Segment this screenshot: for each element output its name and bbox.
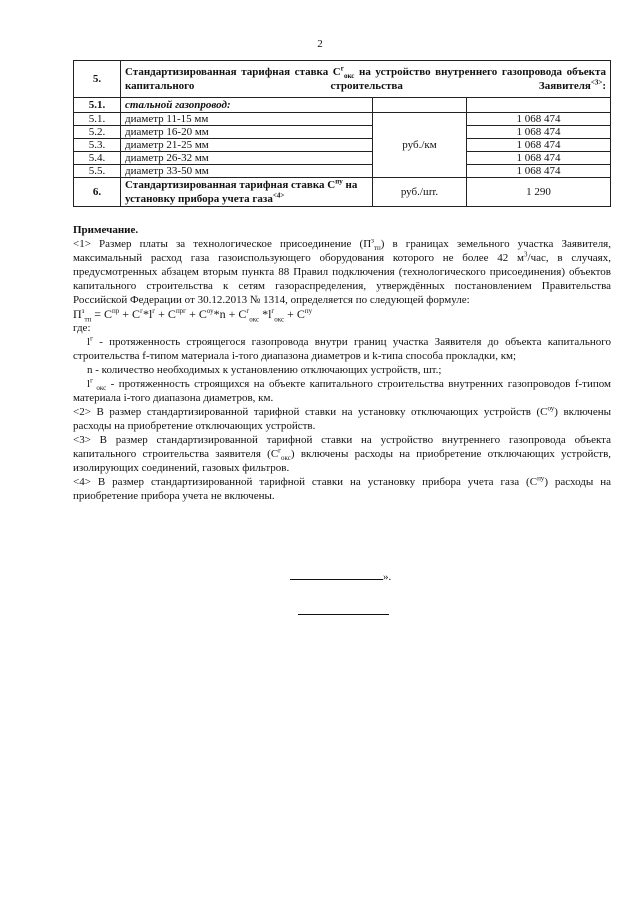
row-label: диаметр 16-20 мм <box>121 126 373 139</box>
table-row <box>74 152 611 165</box>
where-label: где: <box>73 322 91 334</box>
table-row <box>74 126 611 139</box>
row-number: 5.1. <box>74 98 121 113</box>
row-title: Стандартизированная тарифная ставка $С^г_{окс}$ на устройство внутреннего газопровода объекта капитального строительства Заявителя$^{<3>}$: <box>121 61 611 98</box>
unit-cell: руб./шт. <box>373 178 467 207</box>
notes-section <box>73 223 611 503</box>
page-number: 2 <box>317 38 323 50</box>
table-row <box>74 113 611 126</box>
table-row-5 <box>74 61 611 98</box>
note-3: <3> В размер стандартизированной тарифной ставки на устройство внутреннего газопровода объекта капитального строительства заявителя $(С^г_{окс})$ включены расходы на приобретение отключающих устройств, изолирующих соединений, газовых фильтров. <box>73 434 612 474</box>
value-cell: 1 068 474 <box>467 139 611 152</box>
definition-n: n - количество необходимых к установлению отключающих устройств, шт.; <box>87 364 442 376</box>
signature-line <box>290 570 383 580</box>
tariff-table <box>73 60 611 207</box>
value-cell: 1 290 <box>467 178 611 207</box>
table-row-6 <box>74 178 611 207</box>
closing-quote: ». <box>383 571 392 583</box>
value-cell: 1 068 474 <box>467 126 611 139</box>
note-2: <2> В размер стандартизированной тарифной ставки на установку отключающих устройств $(С^{оу})$ включены расходы на приобретение отключающих устройств. <box>73 404 612 432</box>
table-row-5-1-header <box>74 98 611 113</box>
row-number: 5.5. <box>74 165 121 178</box>
table-row <box>74 139 611 152</box>
value-cell: 1 068 474 <box>467 165 611 178</box>
row-label: диаметр 26-32 мм <box>121 152 373 165</box>
notes-heading: Примечание. <box>73 224 139 236</box>
row-label: диаметр 21-25 мм <box>121 139 373 152</box>
note-4: <4> В размер стандартизированной тарифной ставки на установку прибора учета газа $(С^{пу})$ расходы на приобретение прибора учета не включены. <box>73 474 611 502</box>
row-label: стальной газопровод: <box>121 98 373 113</box>
row-number: 5.4. <box>74 152 121 165</box>
row-number: 6. <box>74 178 121 207</box>
row-number: 5.3. <box>74 139 121 152</box>
end-divider <box>298 614 389 615</box>
row-number: 5. <box>74 61 121 98</box>
definition-lg-oks: $l^г$ $_{окс}$ - протяженность строящихся на объекте капитального строительства внутренних газопроводов f-типом материала i-того диапазона диаметров, км. <box>73 376 611 404</box>
value-cell: 1 068 474 <box>467 113 611 126</box>
value-cell: 1 068 474 <box>467 152 611 165</box>
note-1: <1> Размер платы за технологическое присоединение $(П^з_{тп})$ в границах земельного участка Заявителя, максимальный расход газа газоиспользующего оборудования которого не более 42 $м^3$/час, в случаях, предусмотренных абзацем вторым пункта 88 Правил подключения (технологического присоединения) объектов капитального строительства к сетям газораспределения, утверждённых постановлением Правительства Российской Федерации от 30.12.2013 № 1314, определяется по следующей формуле: <box>73 236 611 306</box>
fee-formula: $П^з_{тп} = С^{пр} + С^г*l^г + С^{прг} + С^{оу}*n + С^г_{окс}$ $*l^г_{окс} + С^{пу}$ <box>73 307 313 324</box>
row-label: диаметр 11-15 мм <box>121 113 373 126</box>
closing-line <box>290 570 391 583</box>
table-row <box>74 165 611 178</box>
row-label: диаметр 33-50 мм <box>121 165 373 178</box>
definition-lg: $l^г$ - протяженность строящегося газопровода внутри границ участка Заявителя до объекта капитального строительства f-типом материала i-того диапазона диаметров и k-типа способа прокладки, км; <box>73 334 611 362</box>
row-title: Стандартизированная тарифная ставка $С^{пу}$ на установку прибора учета газа$^{<4>}$ <box>121 178 373 207</box>
row-number: 5.2. <box>74 126 121 139</box>
row-number: 5.1. <box>74 113 121 126</box>
unit-cell: руб./км <box>373 113 467 178</box>
